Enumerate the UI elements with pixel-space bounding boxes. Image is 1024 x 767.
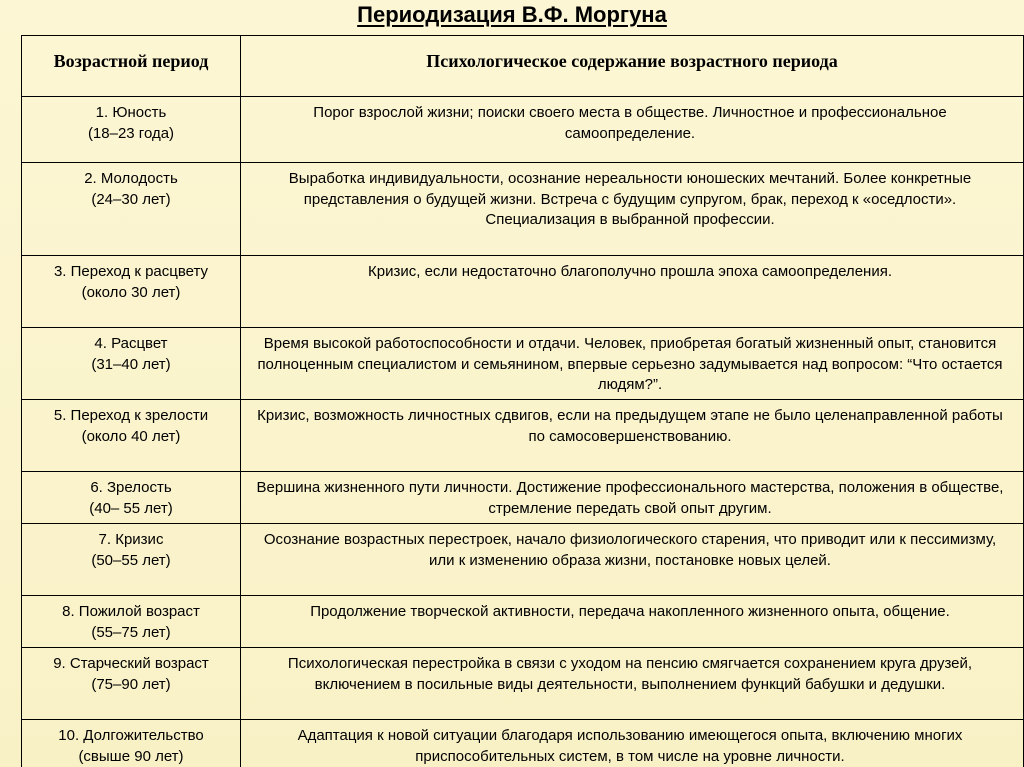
table-row <box>22 648 1024 720</box>
period-cell <box>22 256 241 328</box>
period-cell <box>22 524 241 596</box>
description-cell: Кризис, возможность личностных сдвигов, если на предыдущем этапе не было целенаправленной работы по самосовершенствованию. <box>241 400 1024 472</box>
table-header-row <box>22 36 1024 97</box>
description-cell: Время высокой работоспособности и отдачи. Человек, приобретая богатый жизненный опыт, становится полноценным специалистом и семьянином, впервые серьезно задумывается над вопросом: “Что остается людям?”. <box>241 328 1024 400</box>
period-range: (55–75 лет) <box>91 623 171 641</box>
description-cell: Вершина жизненного пути личности. Достижение профессионального мастерства, положения в обществе, стремление передать свой опыт другим. <box>241 472 1024 524</box>
description-cell: Кризис, если недостаточно благополучно прошла эпоха самоопределения. <box>241 256 1024 328</box>
table-row <box>22 256 1024 328</box>
period-range: (75–90 лет) <box>91 675 171 693</box>
period-range: (40– 55 лет) <box>89 499 173 517</box>
period-range: (около 30 лет) <box>81 283 181 301</box>
table-row <box>22 163 1024 256</box>
period-cell <box>22 596 241 648</box>
period-cell <box>22 97 241 163</box>
period-name: 10. Долгожительство <box>58 727 204 744</box>
table-row <box>22 400 1024 472</box>
table-row <box>22 524 1024 596</box>
period-name: 6. Зрелость <box>90 479 172 496</box>
period-range: (50–55 лет) <box>91 551 171 569</box>
period-name: 5. Переход к зрелости <box>53 407 209 424</box>
period-name: 7. Кризис <box>98 531 164 548</box>
description-cell: Выработка индивидуальности, осознание нереальности юношеских мечтаний. Более конкретные представления о будущей жизни. Встреча с будущим супругом, брак, переход к «оседлости». Специализация в выбранной профессии. <box>241 163 1024 256</box>
period-name: 4. Расцвет <box>94 335 168 352</box>
table-row <box>22 328 1024 400</box>
period-name: 2. Молодость <box>84 170 178 187</box>
description-cell: Осознание возрастных перестроек, начало физиологического старения, что приводит или к пессимизму, или к изменению образа жизни, постановке новых целей. <box>241 524 1024 596</box>
description-cell: Психологическая перестройка в связи с уходом на пенсию смягчается сохранением круга друзей, включением в посильные виды деятельности, выполнением функций бабушки и дедушки. <box>241 648 1024 720</box>
period-range: (31–40 лет) <box>91 355 171 373</box>
period-cell <box>22 472 241 524</box>
period-cell <box>22 720 241 767</box>
period-cell <box>22 163 241 256</box>
description-cell: Адаптация к новой ситуации благодаря использованию имеющегося опыта, включению многих приспособительных систем, в том числе на уровне личности. <box>241 720 1024 767</box>
period-range: (около 40 лет) <box>81 427 181 445</box>
period-name: 8. Пожилой возраст <box>62 603 200 620</box>
table-row <box>22 720 1024 767</box>
description-cell: Порог взрослой жизни; поиски своего места в обществе. Личностное и профессиональное самоопределение. <box>241 97 1024 163</box>
page-title: Периодизация В.Ф. Моргуна <box>357 2 667 27</box>
table-row <box>22 596 1024 648</box>
period-cell <box>22 328 241 400</box>
period-cell <box>22 648 241 720</box>
period-range: (18–23 года) <box>87 124 175 142</box>
period-name: 9. Старческий возраст <box>53 655 209 672</box>
periodization-table <box>21 35 1024 767</box>
period-name: 3. Переход к расцвету <box>53 263 209 280</box>
period-cell <box>22 400 241 472</box>
period-range: (свыше 90 лет) <box>78 747 184 765</box>
table-row <box>22 97 1024 163</box>
period-name: 1. Юность <box>95 104 167 121</box>
description-cell: Продолжение творческой активности, передача накопленного жизненного опыта, общение. <box>241 596 1024 648</box>
header-content: Психологическое содержание возрастного периода <box>241 36 1024 97</box>
period-range: (24–30 лет) <box>91 190 171 208</box>
header-period: Возрастной период <box>22 36 241 97</box>
table-row <box>22 472 1024 524</box>
